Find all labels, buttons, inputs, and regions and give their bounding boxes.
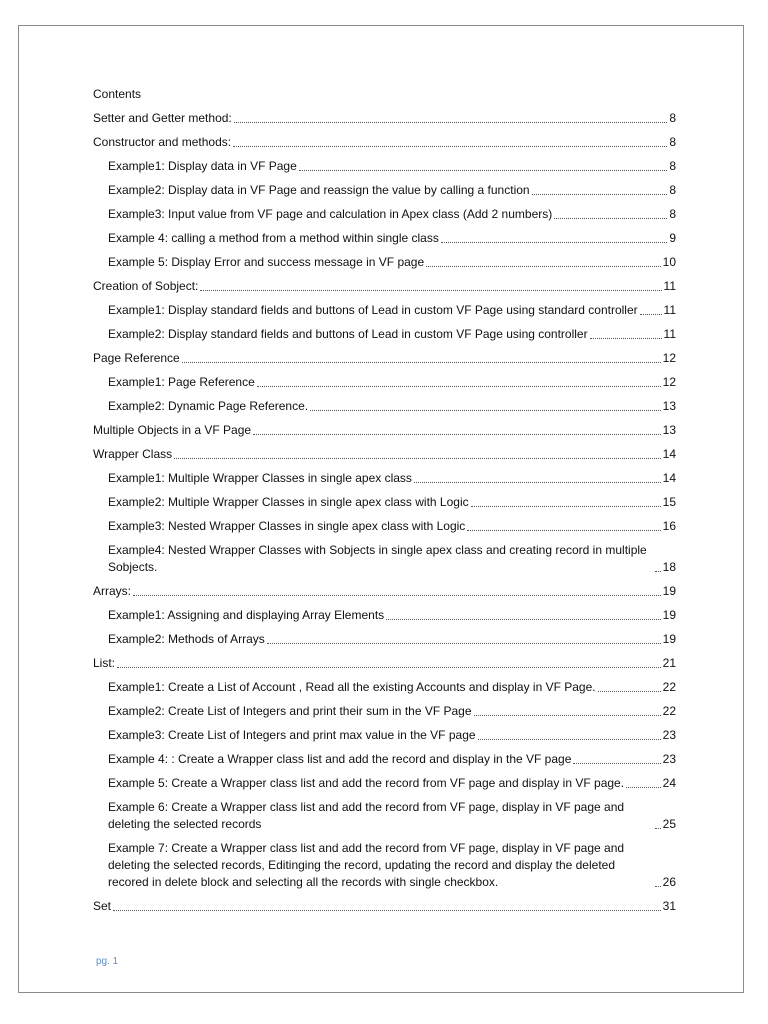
toc-entry[interactable]: [93, 230, 676, 247]
dot-leader: [478, 739, 661, 740]
toc-entry-page-number: 25: [662, 817, 676, 831]
toc-entry-page-number: 15: [662, 495, 676, 509]
toc-entry-title: Example3: Input value from VF page and calculation in Apex class (Add 2 numbers): [108, 207, 553, 221]
toc-entry-page-number: 12: [662, 351, 676, 365]
toc-entry[interactable]: [93, 422, 676, 439]
dot-leader: [414, 482, 661, 483]
toc-entry[interactable]: [93, 158, 676, 175]
toc-entry-page-number: 8: [669, 159, 676, 173]
dot-leader: [640, 314, 662, 315]
dot-leader: [655, 828, 661, 829]
toc-entry-title: Example2: Methods of Arrays: [108, 632, 265, 646]
dot-leader: [267, 643, 661, 644]
toc-entry[interactable]: [93, 206, 676, 223]
toc-entry-title: Example 4: calling a method from a method within single class: [108, 231, 439, 245]
dot-leader: [253, 434, 661, 435]
dot-leader: [573, 763, 660, 764]
toc-entry-title: Example 6: Create a Wrapper class list and add the record from VF page, display in VF page and deleting the selected records: [108, 800, 625, 831]
toc-entry-page-number: 10: [662, 255, 676, 269]
toc-entry-page-number: 13: [662, 399, 676, 413]
toc-entry-title: Example 5: Display Error and success message in VF page: [108, 255, 425, 269]
toc-entry[interactable]: [93, 799, 676, 833]
toc-entry-page-number: 8: [669, 183, 676, 197]
toc-entry[interactable]: [93, 278, 676, 295]
toc-entry[interactable]: [93, 655, 676, 672]
toc-entry-page-number: 8: [669, 207, 676, 221]
toc-entry-title: Creation of Sobject:: [93, 279, 199, 293]
toc-entry[interactable]: [93, 898, 676, 915]
contents-heading: Contents: [93, 87, 142, 101]
toc-entry[interactable]: [93, 398, 676, 415]
toc-entry-page-number: 22: [662, 680, 676, 694]
toc-entry-page-number: 24: [662, 776, 676, 790]
toc-entry[interactable]: [93, 254, 676, 271]
dot-leader: [310, 410, 661, 411]
toc-entry-title: Page Reference: [93, 351, 180, 365]
toc-entry[interactable]: [93, 703, 676, 720]
dot-leader: [200, 290, 661, 291]
toc-entry-title: List:: [93, 656, 116, 670]
toc-entry[interactable]: [93, 134, 676, 151]
toc-entry-title: Example1: Display data in VF Page: [108, 159, 297, 173]
dot-leader: [655, 571, 661, 572]
toc-entry-page-number: 16: [662, 519, 676, 533]
toc-entry-title: Arrays:: [93, 584, 132, 598]
toc-entry-title: Example3: Create List of Integers and print max value in the VF page: [108, 728, 476, 742]
toc-entry[interactable]: [93, 518, 676, 535]
dot-leader: [598, 691, 661, 692]
table-of-contents: [93, 110, 676, 922]
dot-leader: [113, 910, 661, 911]
toc-entry-page-number: 19: [662, 632, 676, 646]
toc-entry-title: Example1: Assigning and displaying Array Elements: [108, 608, 385, 622]
toc-entry-title: Setter and Getter method:: [93, 111, 232, 125]
toc-entry[interactable]: [93, 494, 676, 511]
toc-entry-title: Multiple Objects in a VF Page: [93, 423, 252, 437]
toc-entry-title: Example 5: Create a Wrapper class list and add the record from VF page and display in VF page.: [108, 776, 625, 790]
dot-leader: [117, 667, 661, 668]
toc-entry[interactable]: [93, 840, 676, 891]
dot-leader: [532, 194, 668, 195]
toc-entry[interactable]: [93, 775, 676, 792]
toc-entry-title: Example 7: Create a Wrapper class list and add the record from VF page, display in VF page and deleting the selected records, Editinging the record, updating the record and display the deleted recored in delete block and selecting all the records with single checkbox.: [108, 841, 625, 889]
dot-leader: [257, 386, 661, 387]
toc-entry[interactable]: [93, 302, 676, 319]
page-number-footer: pg. 1: [96, 956, 119, 967]
toc-entry[interactable]: [93, 679, 676, 696]
toc-entry-title: Example3: Nested Wrapper Classes in single apex class with Logic: [108, 519, 466, 533]
dot-leader: [174, 458, 661, 459]
toc-entry-page-number: 13: [662, 423, 676, 437]
toc-entry[interactable]: [93, 350, 676, 367]
toc-entry[interactable]: [93, 631, 676, 648]
toc-entry-page-number: 8: [669, 135, 676, 149]
toc-entry-title: Wrapper Class: [93, 447, 173, 461]
dot-leader: [386, 619, 660, 620]
toc-entry-page-number: 23: [662, 728, 676, 742]
toc-entry-title: Example2: Display standard fields and buttons of Lead in custom VF Page using controller: [108, 327, 588, 341]
toc-entry-page-number: 19: [662, 608, 676, 622]
toc-entry-title: Example2: Create List of Integers and print their sum in the VF Page: [108, 704, 472, 718]
dot-leader: [299, 170, 668, 171]
toc-entry-title: Constructor and methods:: [93, 135, 232, 149]
dot-leader: [426, 266, 660, 267]
dot-leader: [474, 715, 661, 716]
dot-leader: [182, 362, 661, 363]
dot-leader: [554, 218, 667, 219]
toc-entry-page-number: 14: [662, 471, 676, 485]
toc-entry-page-number: 18: [662, 560, 676, 574]
toc-entry-page-number: 22: [662, 704, 676, 718]
toc-entry-title: Example1: Page Reference: [108, 375, 255, 389]
dot-leader: [133, 595, 661, 596]
toc-entry-title: Example2: Multiple Wrapper Classes in single apex class with Logic: [108, 495, 469, 509]
dot-leader: [467, 530, 660, 531]
dot-leader: [471, 506, 661, 507]
toc-entry[interactable]: [93, 542, 676, 576]
toc-entry-page-number: 12: [662, 375, 676, 389]
toc-entry[interactable]: [93, 751, 676, 768]
toc-entry-title: Example 4: : Create a Wrapper class list and add the record and display in the VF page: [108, 752, 572, 766]
dot-leader: [590, 338, 662, 339]
dot-leader: [626, 787, 661, 788]
toc-entry-page-number: 31: [662, 899, 676, 913]
toc-entry[interactable]: [93, 182, 676, 199]
dot-leader: [441, 242, 667, 243]
toc-entry-page-number: 21: [662, 656, 676, 670]
toc-entry-title: Example1: Create a List of Account , Read all the existing Accounts and display in VF Page.: [108, 680, 596, 694]
toc-entry-page-number: 11: [663, 279, 676, 293]
toc-entry[interactable]: [93, 607, 676, 624]
toc-entry-page-number: 11: [663, 303, 676, 317]
toc-entry-title: Example2: Display data in VF Page and reassign the value by calling a function: [108, 183, 530, 197]
toc-entry[interactable]: [93, 727, 676, 744]
toc-entry[interactable]: [93, 446, 676, 463]
dot-leader: [655, 886, 661, 887]
toc-entry-page-number: 26: [662, 875, 676, 889]
toc-entry-title: Set: [93, 899, 112, 913]
toc-entry-page-number: 14: [662, 447, 676, 461]
dot-leader: [233, 146, 667, 147]
toc-entry-title: Example4: Nested Wrapper Classes with Sobjects in single apex class and creating record in multiple Sobjects.: [108, 543, 647, 574]
toc-entry[interactable]: [93, 374, 676, 391]
toc-entry-page-number: 8: [669, 111, 676, 125]
toc-entry-page-number: 9: [669, 231, 676, 245]
toc-entry[interactable]: [93, 110, 676, 127]
dot-leader: [234, 122, 668, 123]
toc-entry-page-number: 11: [663, 327, 676, 341]
toc-entry-page-number: 19: [662, 584, 676, 598]
toc-entry-title: Example1: Multiple Wrapper Classes in single apex class: [108, 471, 412, 485]
toc-entry-page-number: 23: [662, 752, 676, 766]
toc-entry[interactable]: [93, 326, 676, 343]
toc-entry[interactable]: [93, 583, 676, 600]
toc-entry[interactable]: [93, 470, 676, 487]
toc-entry-title: Example1: Display standard fields and buttons of Lead in custom VF Page using standard controller: [108, 303, 638, 317]
toc-entry-title: Example2: Dynamic Page Reference.: [108, 399, 309, 413]
